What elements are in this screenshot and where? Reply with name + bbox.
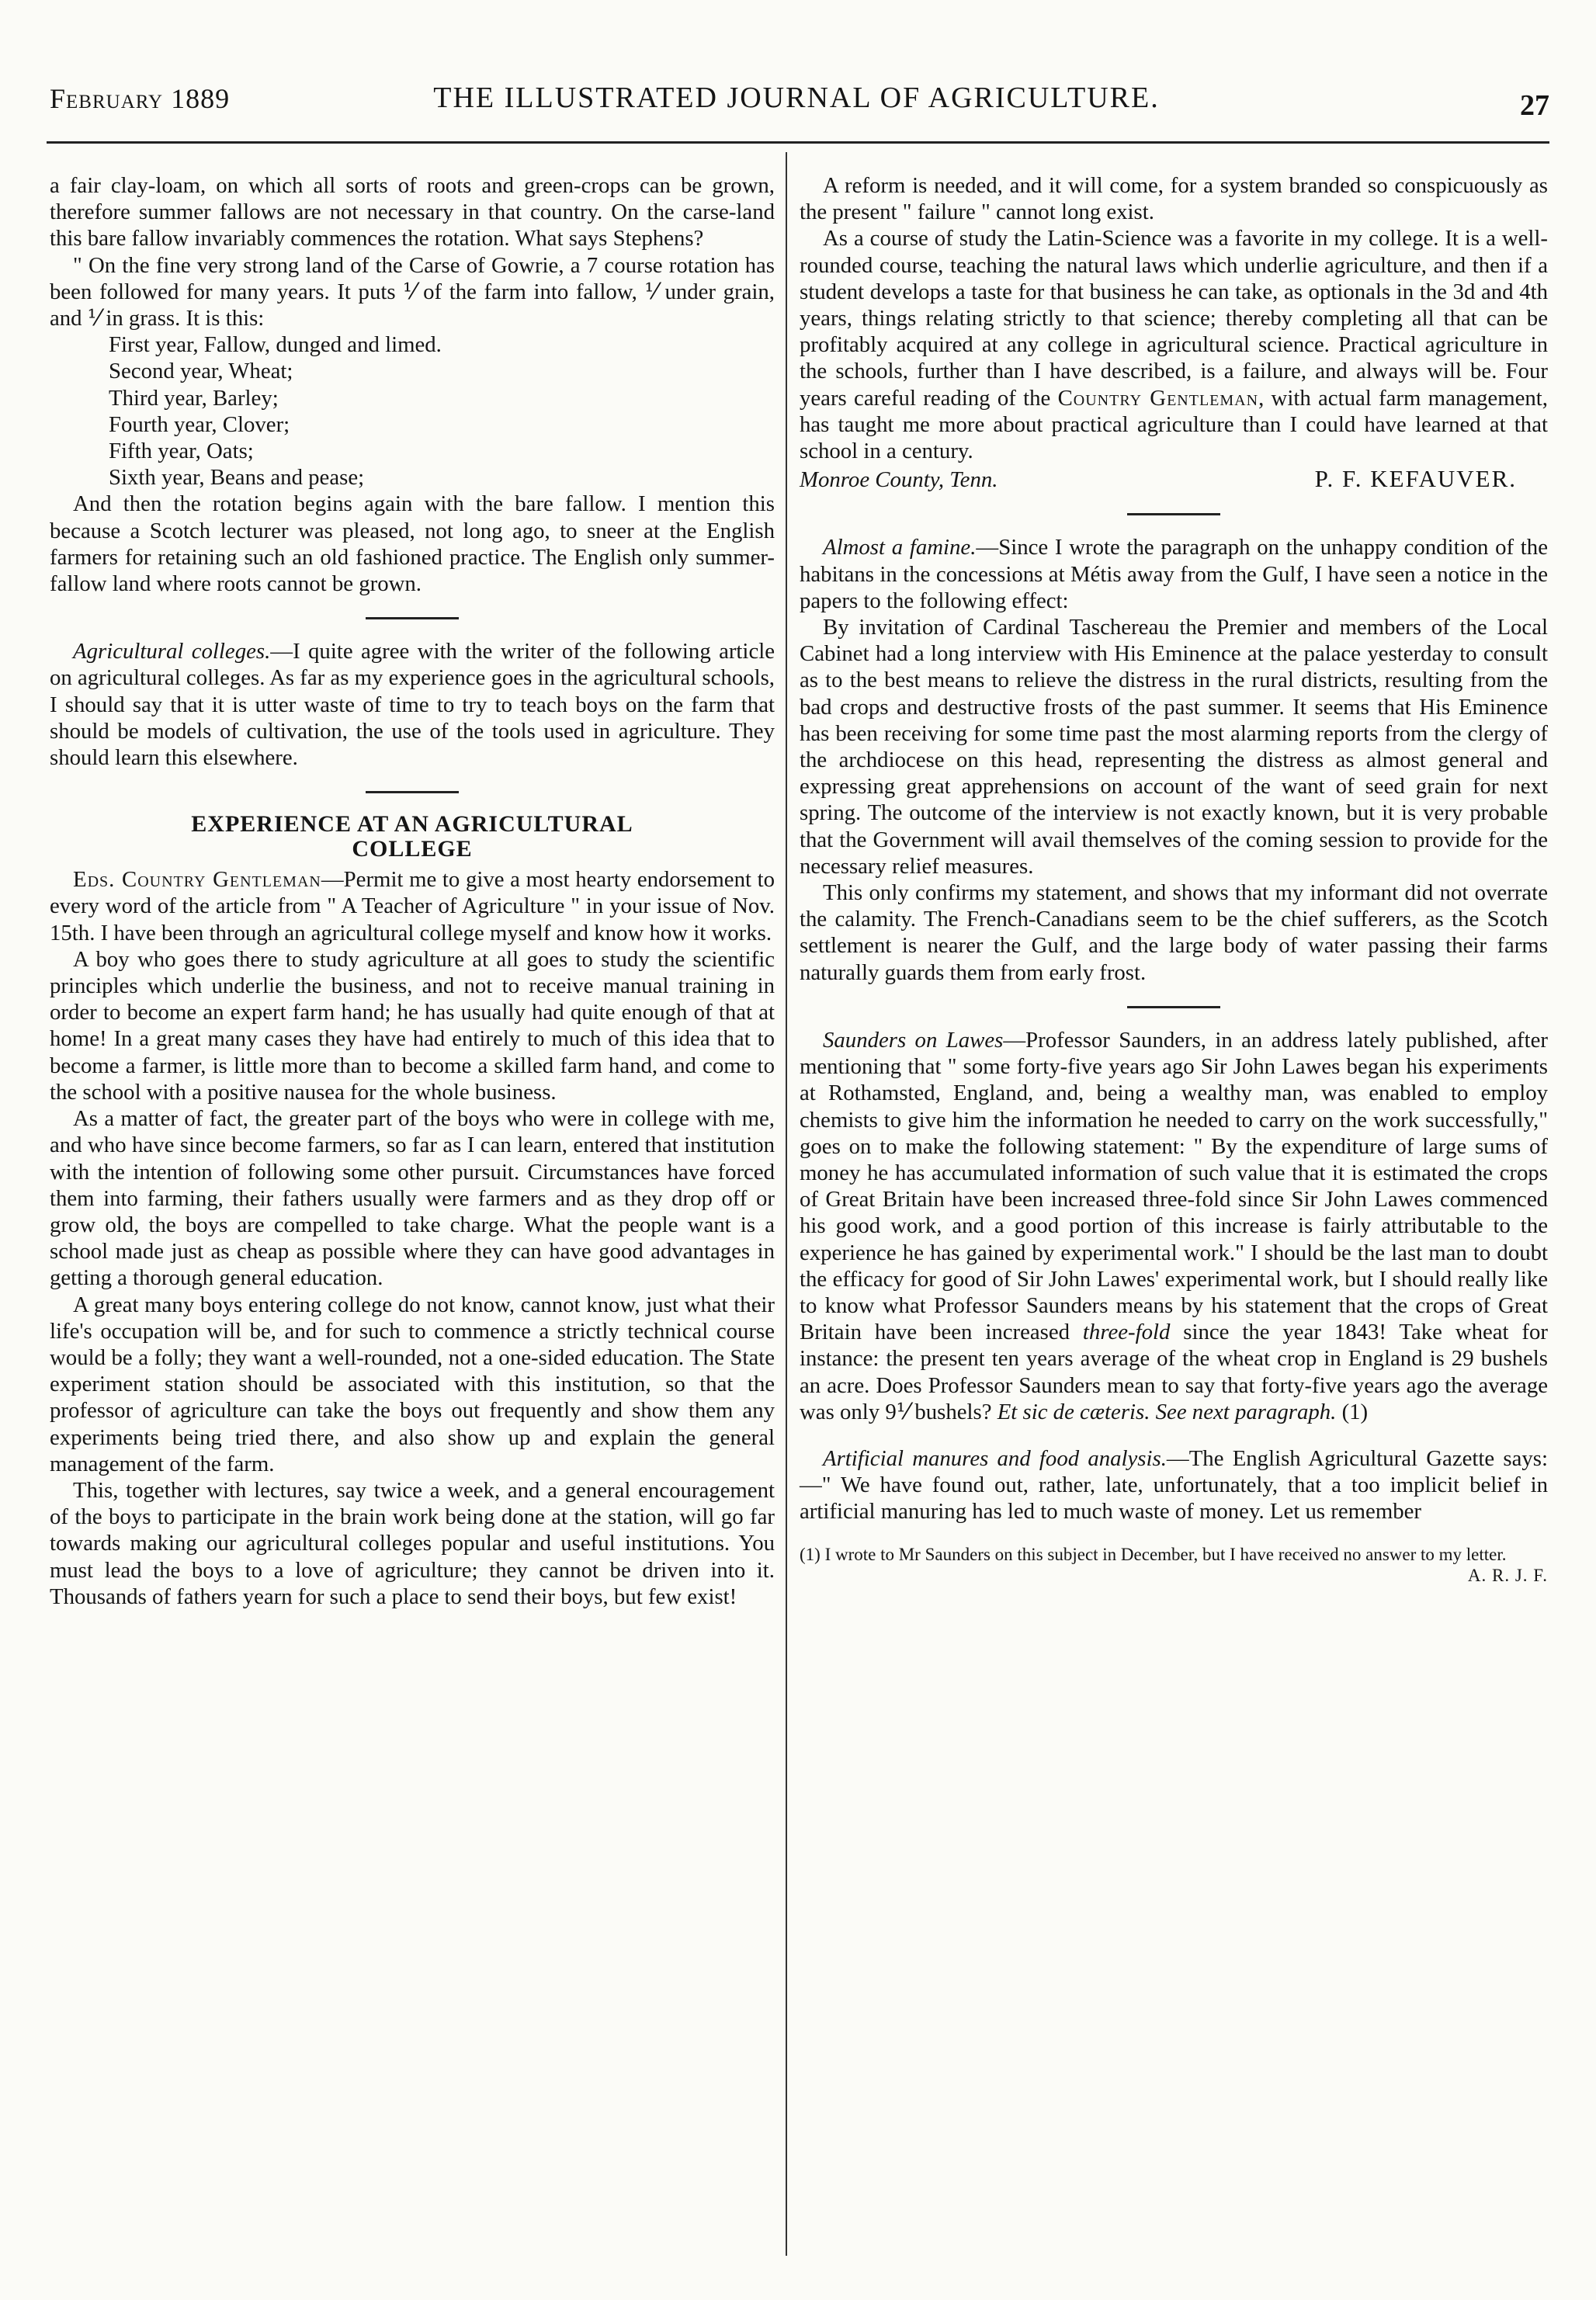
paragraph: A reform is needed, and it will come, for a system branded so conspicuously as the present " failure " cannot long exist. <box>800 173 1548 225</box>
section-separator <box>1127 513 1220 515</box>
journal-title: THE ILLUSTRATED JOURNAL OF AGRICULTURE. <box>433 82 1160 114</box>
paragraph: " On the fine very strong land of the Carse of Gowrie, a 7 course rotation has been followed for many years. It puts ⅟ of the farm into fallow, ⅟ under grain, and ⅟ in grass. It is this: <box>50 252 775 331</box>
section-separator <box>366 617 459 619</box>
text-run: As a course of study the Latin-Science was a favorite in my college. It is a well-rounded course, teaching the natural laws which underlie agriculture, and then if a student develops a taste for that business he can take, as optionals in the 3d and 4th years, things relating strictly to that science; thereby completing all that can be profitably acquired at any college in agricultural science. Practical agriculture in the schools, further than I have described, is a failure, and always will be. Four years careful reading of the <box>800 226 1548 411</box>
footnote-text: (1) I wrote to Mr Saunders on this subject in December, but I have received no answer to my letter. <box>800 1544 1507 1564</box>
article-title-line: EXPERIENCE AT AN AGRICULTURAL <box>191 811 633 838</box>
rotation-item: Third year, Barley; <box>109 385 279 411</box>
note-lead: Almost a famine. <box>823 535 977 560</box>
paragraph: A boy who goes there to study agriculture at all goes to study the scientific principles which underlie the business, and not to receive manual training in order to become an expert farm hand; he has usually had quite enough of that at home! In a great many cases they have had entirely to much of this idea that to become a farmer, is little more than to become a skilled farm hand, and come to the school with a positive nausea for the whole business. <box>50 946 775 1105</box>
footnote <box>800 1544 1548 1585</box>
page-number: 27 <box>1520 89 1549 122</box>
footnote-ref: (1) <box>1336 1399 1369 1424</box>
section-separator <box>366 791 459 793</box>
paragraph: a fair clay-loam, on which all sorts of roots and green-crops can be grown, therefore summer fallows are not necessary in that country. On the carse-land this bare fallow invariably commences the rotation. What says Stephens? <box>50 173 775 252</box>
note-lead: Saunders on Lawes <box>823 1027 1004 1053</box>
right-column <box>800 172 1548 2260</box>
signature-place: Monroe County, Tenn. <box>800 467 998 493</box>
rotation-item: Fifth year, Oats; <box>109 439 254 464</box>
paragraph: This, together with lectures, say twice a week, and a general encouragement of the boys to participate in the brain work being done at the station, will go far towards making our agricultural colleges popular and useful institutions. You must lead the boys to a love of agriculture; they cannot be driven into it. Thousands of fathers yearn for such a place to send their boys, but few exist! <box>50 1477 775 1609</box>
emphasis: Et sic de cæteris. See next paragraph. <box>997 1399 1337 1424</box>
note-lead: Agricultural colleges. <box>73 639 271 664</box>
article-title <box>50 812 775 862</box>
article-title-line: COLLEGE <box>352 836 473 862</box>
famine-note <box>800 534 1548 614</box>
note-text: —Since I wrote the paragraph on the unhappy condition of the habitans in the concessions at Métis away from the Gulf, I have seen a notice in the papers to the following effect: <box>800 535 1548 613</box>
emphasis: three-fold <box>1082 1320 1171 1345</box>
column-divider <box>786 152 787 2256</box>
issue-date: February 1889 <box>50 83 231 114</box>
paragraph: And then the rotation begins again with the bare fallow. I mention this because a Scotch lecturer was pleased, not long ago, to sneer at the English farmers for retaining such an old fashioned practice. The English only summer-fallow land where roots cannot be grown. <box>50 491 775 597</box>
note-lead: Artificial manures and food analysis. <box>823 1445 1167 1471</box>
footnote-signature: A. R. J. F. <box>1467 1565 1548 1585</box>
publication-name: Country Gentleman <box>1057 385 1259 411</box>
rotation-list <box>109 331 775 491</box>
signature-row <box>800 466 1548 493</box>
paragraph: This only confirms my statement, and shows that my informant did not overrate the calamity. The French-Canadians seem to be the chief sufferers, as the Scotch settlement is nearer the Gulf, and the large body of water passing their farms naturally guards them from early frost. <box>800 880 1548 985</box>
manures-note <box>800 1445 1548 1525</box>
letter-opening <box>50 866 775 946</box>
left-column <box>50 172 775 2253</box>
rotation-item: Second year, Wheat; <box>109 359 293 384</box>
text-run: , with actual farm management, has taught me more about practical agriculture than I could have learned at that school in a century. <box>800 385 1548 464</box>
header-rule <box>47 141 1549 144</box>
letter-salutation: Eds. Country Gentleman <box>73 867 321 893</box>
paragraph: By invitation of Cardinal Taschereau the Premier and members of the Local Cabinet had a long interview with His Eminence at the palace yesterday to consult as to the best means to relieve the distress in the rural districts, resulting from the bad crops and destructive frosts of the past summer. It seems that His Eminence has been receiving for some time past the most alarming reports from the clergy of the archdiocese on this head, representing the distress as almost general and expressing great apprehensions on account of the want of seed grain for next spring. The outcome of the interview is not exactly known, but it is very probable that the Government will avail themselves of the coming session to provide for the necessary relief measures. <box>800 615 1548 879</box>
rotation-item: First year, Fallow, dunged and limed. <box>109 332 442 358</box>
letter-text: —Permit me to give a most hearty endorsement to every word of the article from " A Teacher of Agriculture " in your issue of Nov. 15th. I have been through an agricultural college myself and know how it works. <box>50 867 775 945</box>
page-header <box>43 78 1549 124</box>
section-separator <box>1127 1006 1220 1008</box>
note-text: —The English Agricultural Gazette says:—" We have found out, rather, late, unfortunately, that a too implicit belief in artificial manuring has led to much waste of money. Let us remember <box>800 1445 1548 1525</box>
rotation-item: Sixth year, Beans and pease; <box>109 465 365 491</box>
paragraph: A great many boys entering college do not know, cannot know, just what their life's occupation will be, and for such to commence a strictly technical course would be a folly; they want a well-rounded, not a one-sided education. The State experiment station should be associated with this institution, so that the professor of agriculture can take the boys out frequently and show them any experiments being tried there, and also show up and explain the general management of the farm. <box>50 1292 775 1476</box>
note-text: —Professor Saunders, in an address lately published, after mentioning that " some forty-five years ago Sir John Lawes began his experiments at Rothamsted, England, and, being a wealthy man, was enabled to employ chemists to give him the information he needed to carry on the work successfully," goes on to make the following statement: " By the expenditure of large sums of money he has accumulated information of such value that it is estimated the crops of Great Britain have been increased three-fold since Sir John Lawes commenced his good work, and a good portion of this increase is fairly attributable to the experience he has gained by experimental work." I should be the last man to doubt the efficacy for good of Sir John Lawes' experimental work, but I should really like to know what Professor Saunders means by his statement that the crops of Great Britain have been increased <box>800 1027 1548 1345</box>
note-text: since the year 1843! Take wheat for instance: the present ten years average of the wheat crop in England is 29 bushels an acre. Does Professor Saunders mean to say that forty-five years ago the average was only 9⅟ bushels? <box>800 1320 1548 1424</box>
agricultural-colleges-note <box>50 638 775 771</box>
note-text: —I quite agree with the writer of the following article on agricultural colleges. As far as my experience goes in the agricultural schools, I should say that it is utter waste of time to try to teach boys on the farm that should be models of cultivation, the use of the tools used in agriculture. They should learn this elsewhere. <box>50 639 775 771</box>
paragraph <box>800 225 1548 464</box>
saunders-note <box>800 1027 1548 1425</box>
rotation-item: Fourth year, Clover; <box>109 411 290 437</box>
signature-name: P. F. KEFAUVER. <box>1314 465 1517 493</box>
paragraph: As a matter of fact, the greater part of the boys who were in college with me, and who have since become farmers, so far as I can learn, entered that institution with the intention of following some other pursuit. Circumstances have forced them into farming, their fathers usually were farmers and as they drop off or grow old, the boys are compelled to take charge. What the people want is a school made just as cheap as possible where they can have good advantages in getting a thorough general education. <box>50 1106 775 1291</box>
